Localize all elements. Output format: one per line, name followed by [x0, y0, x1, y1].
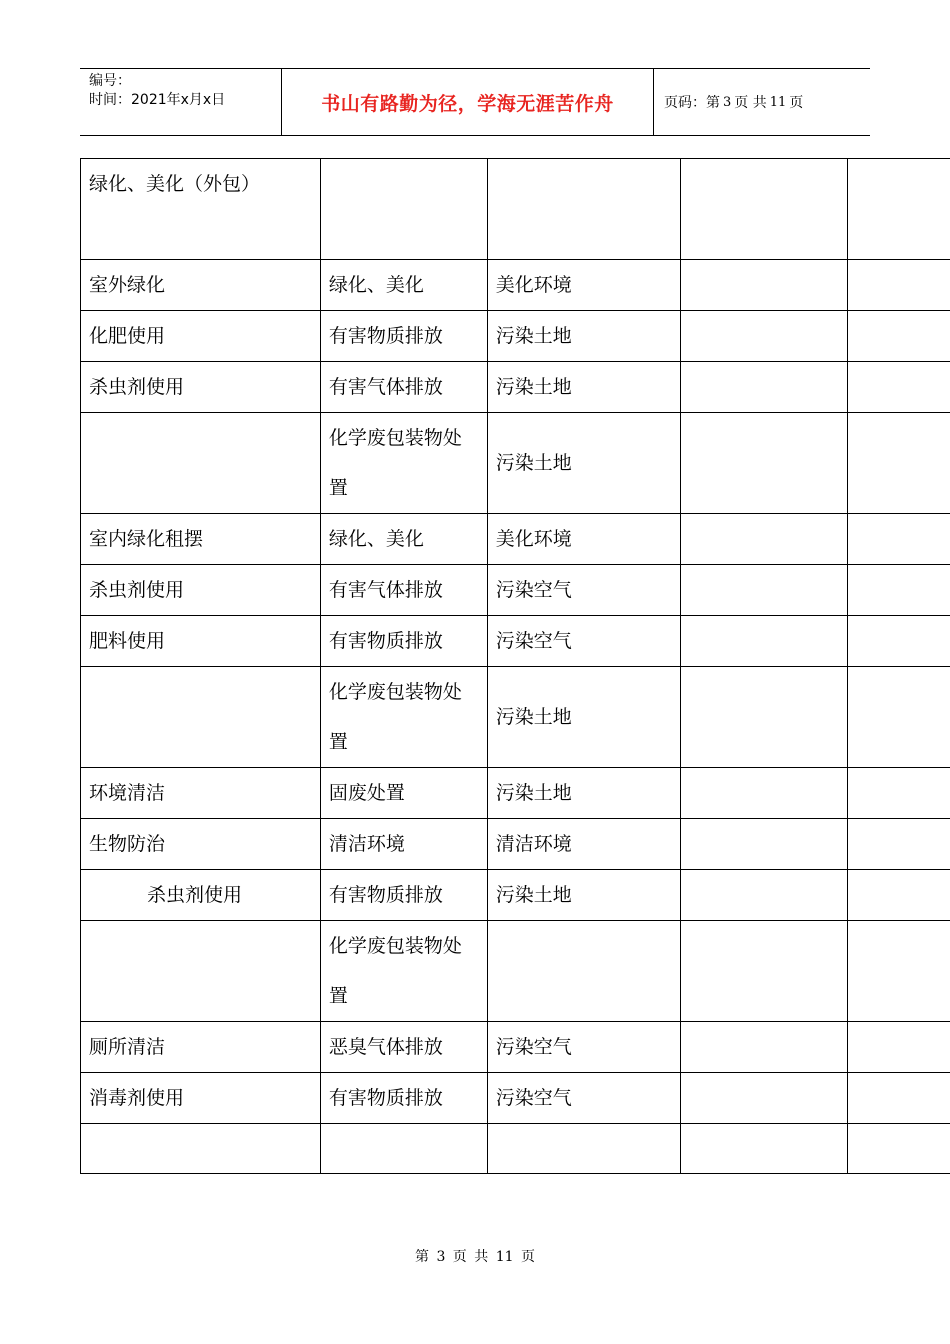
blank-cell: [847, 819, 950, 870]
table-row: [81, 1073, 950, 1124]
blank-cell: [680, 1022, 847, 1073]
blank-cell: [847, 1022, 950, 1073]
blank-cell: [847, 921, 950, 1022]
impact-cell: 污染空气: [487, 616, 680, 667]
impact-cell: 污染土地: [487, 870, 680, 921]
table-row: [81, 667, 950, 768]
blank-cell: [680, 616, 847, 667]
impact-cell: 污染土地: [487, 311, 680, 362]
header-motto-cell: [282, 69, 654, 135]
blank-cell: [847, 362, 950, 413]
impact-cell: 污染空气: [487, 1022, 680, 1073]
activity-cell: 肥料使用: [81, 616, 321, 667]
table-row: [81, 362, 950, 413]
impact-cell: 污染土地: [487, 667, 680, 768]
motto: 书山有路勤为径，学海无涯苦作舟: [321, 92, 614, 115]
blank-cell: [680, 260, 847, 311]
activity-cell: 消毒剂使用: [81, 1073, 321, 1124]
table-row: [81, 311, 950, 362]
impact-cell: [487, 159, 680, 260]
factor-cell: [320, 1124, 487, 1174]
factor-cell: 化学废包装物处置: [320, 413, 487, 514]
factor-cell: 化学废包装物处置: [320, 667, 487, 768]
page-header: [80, 68, 870, 136]
table-row: [81, 413, 950, 514]
blank-cell: [680, 362, 847, 413]
table-row: [81, 514, 950, 565]
header-meta: [80, 69, 282, 135]
impact-cell: 污染土地: [487, 768, 680, 819]
table-row: [81, 819, 950, 870]
blank-cell: [680, 1073, 847, 1124]
blank-cell: [847, 311, 950, 362]
environment-factor-table-wrap: [80, 158, 950, 1174]
factor-cell: 化学废包装物处置: [320, 921, 487, 1022]
table-row: [81, 921, 950, 1022]
factor-cell: 有害物质排放: [320, 616, 487, 667]
activity-cell: 厕所清洁: [81, 1022, 321, 1073]
header-page-info: [654, 69, 870, 135]
factor-cell: 有害物质排放: [320, 1073, 487, 1124]
blank-cell: [680, 819, 847, 870]
table-row: [81, 260, 950, 311]
activity-cell: 绿化、美化（外包）: [81, 159, 321, 260]
blank-cell: [680, 413, 847, 514]
blank-cell: [680, 565, 847, 616]
table-body: [81, 159, 950, 1174]
factor-cell: 清洁环境: [320, 819, 487, 870]
factor-cell: 固废处置: [320, 768, 487, 819]
blank-cell: [680, 921, 847, 1022]
blank-cell: [847, 260, 950, 311]
impact-cell: 污染空气: [487, 1073, 680, 1124]
blank-cell: [847, 1124, 950, 1174]
blank-cell: [847, 667, 950, 768]
blank-cell: [847, 768, 950, 819]
factor-cell: 绿化、美化: [320, 514, 487, 565]
impact-cell: 美化环境: [487, 260, 680, 311]
blank-cell: [680, 768, 847, 819]
table-row: [81, 1022, 950, 1073]
activity-cell: 杀虫剂使用: [81, 565, 321, 616]
page-mid: 页 共: [734, 95, 767, 111]
activity-cell: 生物防治: [81, 819, 321, 870]
impact-cell: [487, 921, 680, 1022]
factor-cell: [320, 159, 487, 260]
blank-cell: [680, 667, 847, 768]
blank-cell: [847, 616, 950, 667]
impact-cell: 美化环境: [487, 514, 680, 565]
activity-cell: 室外绿化: [81, 260, 321, 311]
table-row: [81, 870, 950, 921]
table-row: [81, 1124, 950, 1174]
activity-cell: [81, 921, 321, 1022]
blank-cell: [680, 159, 847, 260]
activity-cell: 杀虫剂使用: [81, 362, 321, 413]
impact-cell: [487, 1124, 680, 1174]
impact-cell: 污染土地: [487, 362, 680, 413]
blank-cell: [847, 159, 950, 260]
table-row: [81, 768, 950, 819]
page-total: 11: [769, 94, 787, 110]
blank-cell: [847, 413, 950, 514]
activity-cell: 杀虫剂使用: [81, 870, 321, 921]
factor-cell: 有害物质排放: [320, 311, 487, 362]
blank-cell: [847, 514, 950, 565]
blank-cell: [847, 565, 950, 616]
environment-factor-table: [80, 158, 950, 1174]
blank-cell: [847, 1073, 950, 1124]
activity-cell: 室内绿化租摆: [81, 514, 321, 565]
table-row: [81, 565, 950, 616]
serial-label: 编号：: [89, 73, 131, 89]
impact-cell: 污染空气: [487, 565, 680, 616]
activity-cell: 化肥使用: [81, 311, 321, 362]
date-label: 时间：2021年x月x日: [89, 92, 226, 108]
page-suffix: 页: [789, 95, 804, 111]
factor-cell: 有害气体排放: [320, 565, 487, 616]
page-current: 3: [723, 94, 732, 110]
blank-cell: [680, 870, 847, 921]
blank-cell: [847, 870, 950, 921]
page-footer: 第 3 页 共 11 页: [415, 1249, 535, 1265]
factor-cell: 有害物质排放: [320, 870, 487, 921]
blank-cell: [680, 514, 847, 565]
impact-cell: 污染土地: [487, 413, 680, 514]
page-prefix: 页码：第: [664, 95, 720, 111]
activity-cell: 环境清洁: [81, 768, 321, 819]
factor-cell: 恶臭气体排放: [320, 1022, 487, 1073]
activity-cell: [81, 667, 321, 768]
blank-cell: [680, 1124, 847, 1174]
impact-cell: 清洁环境: [487, 819, 680, 870]
table-row: [81, 616, 950, 667]
factor-cell: 有害气体排放: [320, 362, 487, 413]
activity-cell: [81, 413, 321, 514]
factor-cell: 绿化、美化: [320, 260, 487, 311]
table-row: [81, 159, 950, 260]
blank-cell: [680, 311, 847, 362]
activity-cell: [81, 1124, 321, 1174]
